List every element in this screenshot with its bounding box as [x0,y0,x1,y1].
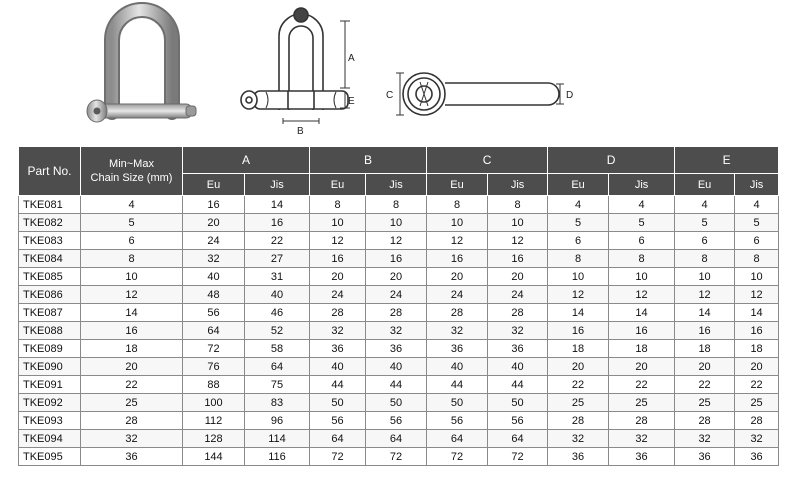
shackle-photo [87,10,196,122]
cell-chain-size: 10 [81,268,183,286]
cell-dimension: 16 [735,322,779,340]
cell-chain-size: 6 [81,232,183,250]
cell-dimension: 6 [548,232,609,250]
cell-dimension: 36 [366,340,427,358]
subheader-d-jis: Jis [609,174,675,196]
cell-part-no: TKE089 [19,340,81,358]
cell-dimension: 16 [310,250,366,268]
table-row [19,358,779,376]
table-row [19,448,779,466]
cell-dimension: 128 [183,430,245,448]
cell-dimension: 18 [675,340,735,358]
cell-dimension: 20 [366,268,427,286]
cell-dimension: 10 [548,268,609,286]
cell-dimension: 32 [183,250,245,268]
cell-dimension: 10 [609,268,675,286]
cell-dimension: 32 [609,430,675,448]
cell-dimension: 48 [183,286,245,304]
cell-dimension: 16 [366,250,427,268]
cell-dimension: 10 [310,214,366,232]
cell-part-no: TKE082 [19,214,81,232]
table-row [19,232,779,250]
cell-chain-size: 25 [81,394,183,412]
cell-dimension: 12 [735,286,779,304]
cell-dimension: 36 [548,448,609,466]
cell-dimension: 72 [310,448,366,466]
cell-dimension: 28 [427,304,488,322]
cell-dimension: 5 [675,214,735,232]
subheader-d-eu: Eu [548,174,609,196]
cell-dimension: 40 [488,358,548,376]
table-row [19,394,779,412]
cell-part-no: TKE095 [19,448,81,466]
cell-dimension: 50 [488,394,548,412]
cell-dimension: 36 [675,448,735,466]
cell-dimension: 22 [675,376,735,394]
cell-dimension: 6 [735,232,779,250]
cell-dimension: 44 [427,376,488,394]
cell-dimension: 72 [183,340,245,358]
subheader-e-jis: Jis [735,174,779,196]
table-row [19,250,779,268]
header-chain-size-line1: Min~Max [109,158,154,170]
cell-dimension: 16 [609,322,675,340]
cell-dimension: 40 [245,286,310,304]
cell-dimension: 22 [548,376,609,394]
cell-dimension: 16 [427,250,488,268]
cell-dimension: 56 [183,304,245,322]
cell-dimension: 56 [488,412,548,430]
cell-dimension: 12 [675,286,735,304]
cell-dimension: 24 [183,232,245,250]
cell-chain-size: 32 [81,430,183,448]
cell-dimension: 12 [488,232,548,250]
header-part-no: Part No. [19,147,81,196]
dimension-label-e: E [348,96,355,107]
cell-dimension: 18 [609,340,675,358]
cell-dimension: 40 [310,358,366,376]
cell-dimension: 18 [735,340,779,358]
cell-dimension: 8 [548,250,609,268]
cell-dimension: 20 [675,358,735,376]
header-group-a: A [183,147,310,174]
header-chain-size-line2: Chain Size (mm) [90,172,173,184]
cell-chain-size: 4 [81,196,183,214]
cell-dimension: 28 [548,412,609,430]
cell-dimension: 27 [245,250,310,268]
cell-part-no: TKE085 [19,268,81,286]
cell-dimension: 100 [183,394,245,412]
cell-dimension: 36 [427,340,488,358]
cell-dimension: 32 [675,430,735,448]
cell-dimension: 4 [548,196,609,214]
cell-part-no: TKE088 [19,322,81,340]
cell-dimension: 20 [548,358,609,376]
subheader-a-jis: Jis [245,174,310,196]
cell-dimension: 36 [609,448,675,466]
cell-dimension: 25 [609,394,675,412]
cell-dimension: 5 [735,214,779,232]
cell-dimension: 50 [310,394,366,412]
cell-dimension: 28 [366,304,427,322]
cell-dimension: 8 [488,196,548,214]
cell-chain-size: 16 [81,322,183,340]
shackle-front-drawing [241,8,350,124]
cell-dimension: 64 [427,430,488,448]
cell-part-no: TKE087 [19,304,81,322]
header-group-c: C [427,147,548,174]
cell-dimension: 24 [310,286,366,304]
cell-dimension: 46 [245,304,310,322]
cell-dimension: 8 [609,250,675,268]
cell-dimension: 56 [427,412,488,430]
cell-dimension: 20 [735,358,779,376]
table-row [19,430,779,448]
dimension-label-c: C [386,90,394,101]
cell-dimension: 6 [609,232,675,250]
cell-dimension: 50 [366,394,427,412]
cell-dimension: 64 [245,358,310,376]
cell-chain-size: 8 [81,250,183,268]
cell-dimension: 44 [488,376,548,394]
shackle-illustrations [0,0,800,146]
cell-dimension: 28 [310,304,366,322]
subheader-e-eu: Eu [675,174,735,196]
cell-dimension: 4 [735,196,779,214]
cell-dimension: 12 [366,232,427,250]
table-row [19,412,779,430]
cell-dimension: 32 [366,322,427,340]
cell-dimension: 25 [735,394,779,412]
cell-dimension: 56 [366,412,427,430]
cell-dimension: 16 [488,250,548,268]
subheader-c-jis: Jis [488,174,548,196]
cell-dimension: 76 [183,358,245,376]
cell-dimension: 72 [488,448,548,466]
table-header [19,147,779,196]
header-group-e: E [675,147,779,174]
cell-dimension: 96 [245,412,310,430]
cell-dimension: 64 [183,322,245,340]
cell-dimension: 4 [675,196,735,214]
cell-dimension: 88 [183,376,245,394]
cell-dimension: 14 [675,304,735,322]
table-row [19,376,779,394]
cell-dimension: 116 [245,448,310,466]
cell-dimension: 24 [427,286,488,304]
cell-dimension: 32 [548,430,609,448]
cell-dimension: 10 [735,268,779,286]
cell-dimension: 10 [366,214,427,232]
cell-dimension: 10 [427,214,488,232]
table-body [19,196,779,466]
subheader-b-jis: Jis [366,174,427,196]
subheader-a-eu: Eu [183,174,245,196]
dimension-label-a: A [348,53,355,64]
cell-chain-size: 12 [81,286,183,304]
cell-dimension: 32 [310,322,366,340]
cell-chain-size: 36 [81,448,183,466]
cell-part-no: TKE091 [19,376,81,394]
header-group-d: D [548,147,675,174]
cell-dimension: 22 [735,376,779,394]
cell-part-no: TKE084 [19,250,81,268]
cell-part-no: TKE090 [19,358,81,376]
cell-dimension: 44 [310,376,366,394]
cell-dimension: 32 [735,430,779,448]
cell-dimension: 20 [427,268,488,286]
cell-chain-size: 22 [81,376,183,394]
cell-dimension: 8 [675,250,735,268]
cell-dimension: 58 [245,340,310,358]
cell-dimension: 25 [675,394,735,412]
cell-chain-size: 5 [81,214,183,232]
cell-dimension: 8 [427,196,488,214]
cell-dimension: 20 [488,268,548,286]
cell-chain-size: 20 [81,358,183,376]
cell-dimension: 64 [366,430,427,448]
cell-dimension: 50 [427,394,488,412]
cell-dimension: 4 [609,196,675,214]
cell-chain-size: 14 [81,304,183,322]
cell-dimension: 75 [245,376,310,394]
cell-part-no: TKE093 [19,412,81,430]
cell-dimension: 83 [245,394,310,412]
cell-dimension: 40 [183,268,245,286]
cell-part-no: TKE094 [19,430,81,448]
table-row [19,304,779,322]
cell-dimension: 28 [609,412,675,430]
cell-dimension: 6 [675,232,735,250]
cell-part-no: TKE092 [19,394,81,412]
cell-dimension: 14 [245,196,310,214]
cell-dimension: 12 [310,232,366,250]
cell-dimension: 12 [548,286,609,304]
cell-dimension: 5 [609,214,675,232]
cell-dimension: 36 [310,340,366,358]
cell-dimension: 32 [488,322,548,340]
cell-dimension: 40 [366,358,427,376]
cell-dimension: 22 [609,376,675,394]
subheader-b-eu: Eu [310,174,366,196]
cell-dimension: 144 [183,448,245,466]
cell-dimension: 28 [675,412,735,430]
cell-dimension: 52 [245,322,310,340]
cell-dimension: 56 [310,412,366,430]
cell-dimension: 12 [609,286,675,304]
subheader-c-eu: Eu [427,174,488,196]
cell-dimension: 40 [427,358,488,376]
cell-chain-size: 18 [81,340,183,358]
cell-dimension: 8 [735,250,779,268]
table-row [19,286,779,304]
cell-dimension: 14 [735,304,779,322]
cell-dimension: 112 [183,412,245,430]
table-row [19,322,779,340]
cell-dimension: 72 [366,448,427,466]
cell-dimension: 5 [548,214,609,232]
header-chain-size [81,147,183,196]
cell-dimension: 16 [245,214,310,232]
shackle-side-drawing [396,73,564,115]
table-row [19,340,779,358]
cell-dimension: 36 [735,448,779,466]
cell-dimension: 72 [427,448,488,466]
cell-dimension: 10 [488,214,548,232]
cell-part-no: TKE083 [19,232,81,250]
cell-dimension: 16 [675,322,735,340]
cell-dimension: 32 [427,322,488,340]
cell-dimension: 36 [488,340,548,358]
cell-dimension: 18 [548,340,609,358]
cell-dimension: 12 [427,232,488,250]
dimension-label-d: D [566,90,574,101]
cell-dimension: 24 [488,286,548,304]
table-row [19,214,779,232]
cell-dimension: 8 [366,196,427,214]
cell-dimension: 28 [735,412,779,430]
cell-dimension: 16 [183,196,245,214]
header-group-b: B [310,147,427,174]
cell-dimension: 44 [366,376,427,394]
cell-dimension: 64 [488,430,548,448]
cell-dimension: 20 [183,214,245,232]
cell-dimension: 64 [310,430,366,448]
cell-dimension: 14 [548,304,609,322]
cell-dimension: 20 [310,268,366,286]
cell-dimension: 8 [310,196,366,214]
cell-dimension: 31 [245,268,310,286]
cell-dimension: 24 [366,286,427,304]
cell-dimension: 25 [548,394,609,412]
cell-dimension: 28 [488,304,548,322]
cell-dimension: 22 [245,232,310,250]
cell-dimension: 10 [675,268,735,286]
cell-part-no: TKE081 [19,196,81,214]
cell-dimension: 20 [609,358,675,376]
dimension-label-b: B [297,126,304,137]
cell-dimension: 114 [245,430,310,448]
spec-table [18,146,779,466]
cell-part-no: TKE086 [19,286,81,304]
table-row [19,196,779,214]
cell-dimension: 14 [609,304,675,322]
table-row [19,268,779,286]
cell-chain-size: 28 [81,412,183,430]
cell-dimension: 16 [548,322,609,340]
